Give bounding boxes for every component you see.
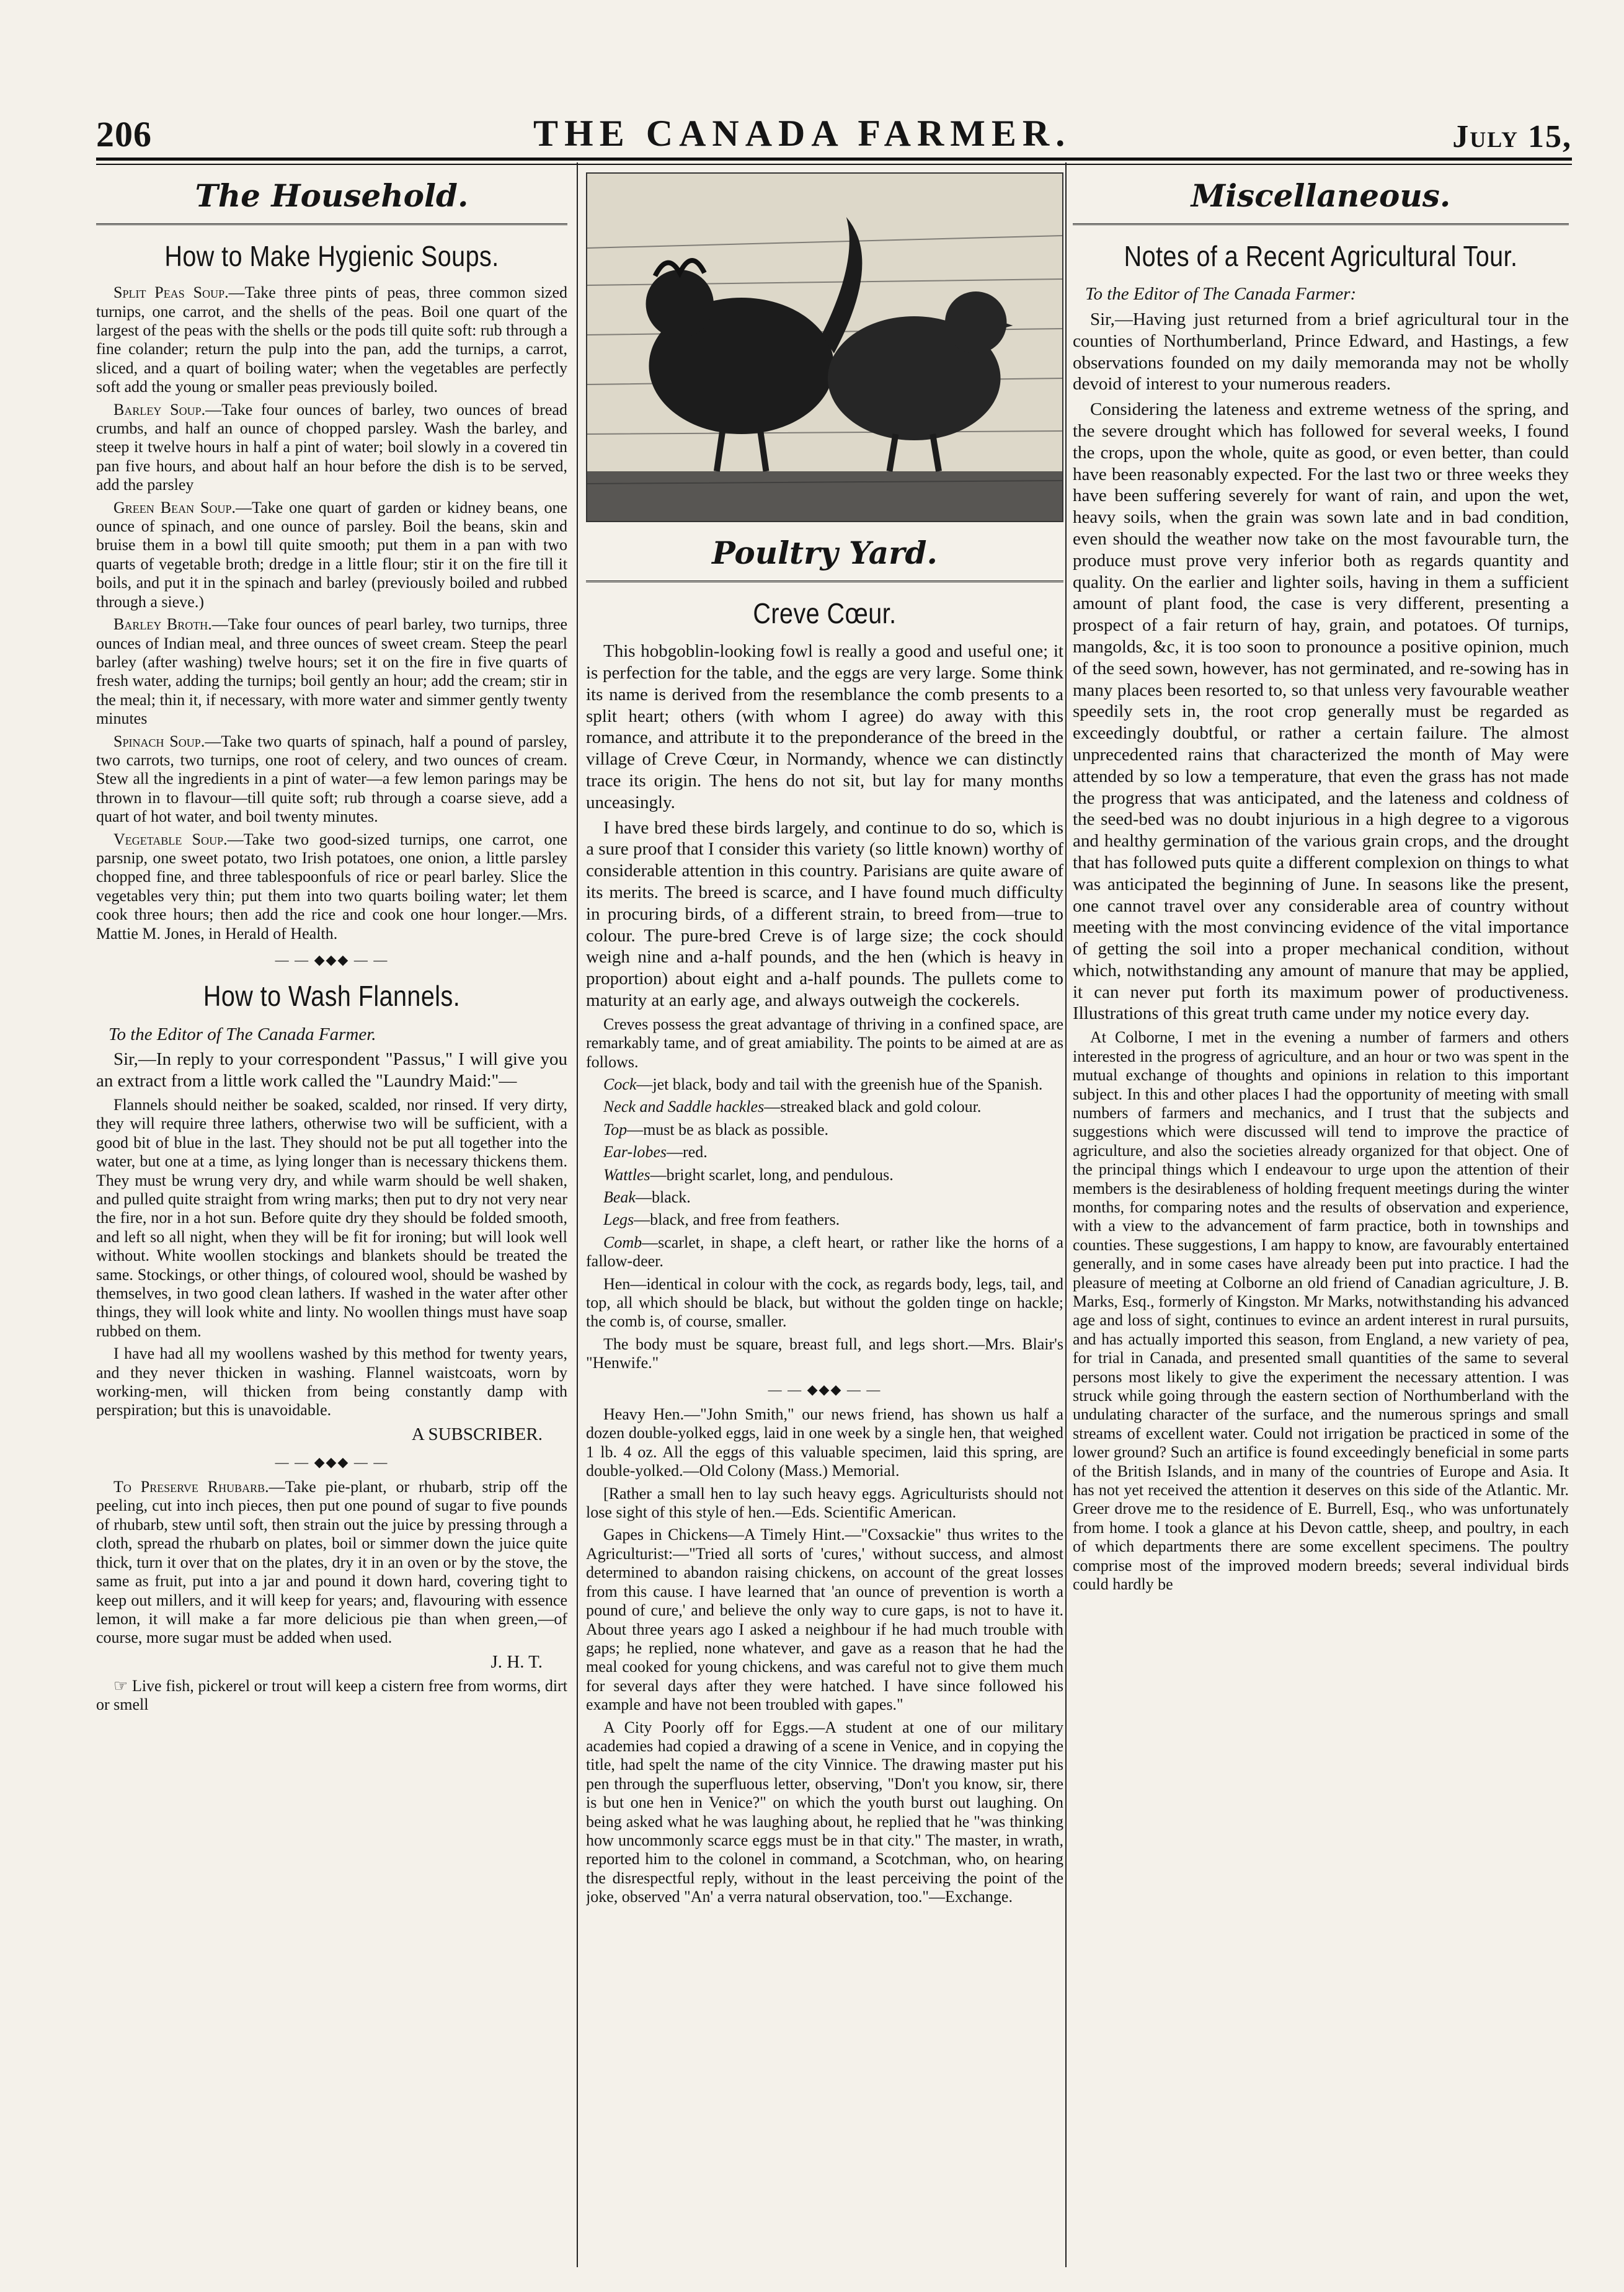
article-paragraph: Creves possess the great advantage of thriving in a confined space, are remarkably tame, and of great amiability. The points to be aimed at are as follows.	[586, 1015, 1063, 1071]
rhubarb-paragraph: To Preserve Rhubarb.—Take pie-plant, or rhubarb, strip off the peeling, cut into inch pieces, then put one pound of sugar to five pounds of rhubarb, stew until soft, then strain out the juice by pressing through a cloth, spread the rhubarb on plates, boil or simmer down the juice quite thick, turn it over that on the plates, dry it in an oven or by the stove, the same as fruit, put into a jar and pound it down hard, covering tight to keep out millers, and it will keep for years; and, flavouring with essence lemon, it will make a far more delicious pie than when green,—of course, more sugar must be added when used.	[96, 1478, 567, 1647]
letter-address: To the Editor of The Canada Farmer:	[1085, 284, 1357, 304]
breed-point: Beak—black.	[603, 1188, 691, 1206]
section-rule	[96, 223, 567, 228]
signature: A SUBSCRIBER.	[411, 1424, 543, 1444]
separator-ornament: — — ◆◆◆ — —	[275, 952, 389, 967]
fowl-engraving-image	[587, 174, 1062, 521]
section-heading-household: The Household.	[195, 177, 469, 214]
recipe-paragraph: Barley Soup.—Take four ounces of barley, two ounces of bread crumbs, and half an ounce of chopped parsley. Wash the barley, and steep it twelve hours in half a pint of water; boil slowly in a covered tin pan five hours, and about half an hour before the dish is to be served, add the parsley	[96, 400, 567, 494]
page-number: 206	[96, 114, 152, 154]
heavy-hen-note: [Rather a small hen to lay such heavy eggs. Agriculturists should not lose sight of this style of hen.—Eds. Scientific American.	[586, 1484, 1063, 1522]
article-paragraph: Considering the lateness and extreme wetness of the spring, and the severe drought which has followed for several weeks, I found the crops, upon the whole, quite as good, or even better, than could have been reasonably expected. For the last two or three weeks they have been suffering severely for want of rain, and upon the wet, heavy soils, when the grain was sown late and in bad condition, even should the weather now take on the most favourable turn, the produce must prove very inferior both as regards quantity and quality. On the earlier and lighter soils, having in them a sufficient amount of plant food, the case is very different, presenting a prospect of a fair return of hay, grain, and potatoes. Of turnips, mangolds, &c, it is too soon to pronounce a positive opinion, much of the seed sown, however, has not germinated, and re-sowing has in many places been resorted to, so that unless very favourable weather speedily sets in, the root crop generally must be regarded as exceedingly doubtful, or rather a certain failure. The almost unprecedented rains that characterized the month of May were attended by so low a temperature, that even the grass has not made the progress that was anticipated, and the lateness and coldness of the seed-bed was no doubt injurious in a high degree to a vigorous and healthy germination of the various grain crops, and the drought that has followed puts quite a different complexion on things to what was anticipated the beginning of June. In seasons like the present, one cannot travel over any considerable area of country without meeting with the most convincing evidence of the vital importance of getting the soil into a proper mechanical condition, without which, notwithstanding any amount of manure that may be applied, it can never put forth its maximum power of productiveness. Illustrations of this great truth came under my notice every day.	[1073, 399, 1569, 1024]
article-paragraph: I have bred these birds largely, and continue to do so, which is a sure proof that I consider this variety (so little known) worthy of considerable attention in this country. Parisians are quite aware of its merits. The breed is scarce, and I have found much difficulty in procuring birds, of a different strain, to breed from—true to colour. The pure-bred Creve is of large size; the cock should weigh nine and a-half pounds, and the hen (which is heavy in proportion) about eight and a-half pounds. The pullets come to maturity at an early age, and always outweigh the cockerels.	[586, 817, 1063, 1010]
masthead-rule-thin	[96, 164, 1572, 165]
column-miscellaneous	[1073, 172, 1569, 2249]
recipe-paragraph: Split Peas Soup.—Take three pints of peas, three common sized turnips, one carrot, and the shells of the peas. Boil one quart of the largest of the peas with the shells or the pods till quite soft: rub through a fine colander; return the pulp into the pan, add the turnips, a carrot, sliced, and a quart of boiling water; when the vegetables are perfectly soft add the young or smaller peas previously boiled.	[96, 283, 567, 396]
recipe-paragraph: Barley Broth.—Take four ounces of pearl barley, two turnips, three ounces of Indian meal, and three ounces of sweet cream. Steep the pearl barley (after washing) twelve hours; set it on the fire in five quarts of fresh water, adding the turnips; boil gently an hour; add the cream; stir in the meal; thin it, if necessary, with more water and simmer gently twenty minutes	[96, 615, 567, 728]
creve-coeur-illustration	[586, 172, 1063, 522]
article-title-creve-coeur: Creve Cœur.	[753, 597, 897, 629]
column-divider	[577, 162, 578, 2267]
city-eggs-paragraph: A City Poorly off for Eggs.—A student at one of our military academies had copied a drawing of a scene in Venice, and in copying the title, had spelt the name of the city Vinnice. The drawing master put his pen through the superfluous letter, observing, "Don't you know, sir, there is but one hen in Venice?" on which the youth burst out laughing. On being asked what he was laughing about, he replied that he "was thinking how uncommonly scarce eggs must be in that city." The master, in wrath, reported him to the colonel in command, a Scotchman, who, on hearing the disrespectful reply, without in the least perceiving the point of the joke, observed "An' a verra natural observation, too."—Exchange.	[586, 1718, 1063, 1906]
letter-address: To the Editor of The Canada Farmer.	[109, 1024, 376, 1044]
recipe-paragraph: Vegetable Soup.—Take two good-sized turnips, one carrot, one parsnip, one sweet potato, two Irish potatoes, one onion, a little parsley chopped fine, and three tablespoonfuls of rice or pearl barley. Slice the vegetables very thin; put them into two quarts boiling water; let them cook three hours; then add the rice and cook one hour longer.—Mrs. Mattie M. Jones, in Herald of Health.	[96, 830, 567, 943]
breed-point: Top—must be as black as possible.	[603, 1120, 829, 1139]
column-divider	[1065, 162, 1067, 2267]
article-title-flannels: How to Wash Flannels.	[203, 980, 461, 1013]
separator-ornament: — — ◆◆◆ — —	[768, 1381, 882, 1397]
article-paragraph: The body must be square, breast full, and legs short.—Mrs. Blair's "Henwife."	[586, 1335, 1063, 1372]
recipe-paragraph: Spinach Soup.—Take two quarts of spinach, half a pound of parsley, two carrots, two turnips, one root of celery, and two ounces of cream. Stew all the ingredients in a pint of water—a few lemon parings may be thrown in to flavour—till quite soft; rub through a coarse sieve, add a quart of hot water, and boil twenty minutes.	[96, 732, 567, 826]
article-paragraph: This hobgoblin-looking fowl is really a good and useful one; it is perfection for the table, and the eggs are very large. Some think its name is derived from the resemblance the comb presents to a split heart; others (with whom I agree) do away with this romance, and attribute it to the preponderance of the breed in the village of Creve Cœur, in Normandy, whence we can distinctly trace its origin. The hens do not sit, but lay for many months unceasingly.	[586, 641, 1063, 812]
column-household	[96, 172, 567, 2249]
article-paragraph: I have had all my woollens washed by this method for twenty years, and they never thicken in washing. Flannel waistcoats, worn by working-men, will thicken from being constantly damp with perspiration; but this is unavoidable.	[96, 1344, 567, 1419]
section-heading-poultry: Poultry Yard.	[712, 535, 938, 571]
article-paragraph: Sir,—Having just returned from a brief agricultural tour in the counties of Northumberland, Prince Edward, and Hastings, a few observations founded on my daily memoranda may not be wholly devoid of interest to your numerous readers.	[1073, 309, 1569, 394]
article-paragraph: Sir,—In reply to your correspondent "Passus," I will give you an extract from a little work called the "Laundry Maid:"—	[96, 1049, 567, 1091]
masthead-rule	[96, 158, 1572, 161]
breed-point: Cock—jet black, body and tail with the greenish hue of the Spanish.	[603, 1075, 1043, 1093]
breed-point: Ear-lobes—red.	[603, 1143, 708, 1162]
signature: J. H. T.	[490, 1651, 543, 1672]
article-title-tour: Notes of a Recent Agricultural Tour.	[1124, 240, 1518, 272]
issue-date: July 15,	[1452, 119, 1572, 154]
masthead	[96, 105, 1572, 155]
section-heading-miscellaneous: Miscellaneous.	[1191, 177, 1451, 214]
section-rule	[1073, 223, 1569, 228]
heavy-hen-paragraph: Heavy Hen.—"John Smith," our news friend, has shown us half a dozen double-yolked eggs, laid in one week by a single hen, that weighed 1 lb. 4 oz. All the eggs of this valuable specimen, laid this spring, are double-yolked.—Old Colony (Mass.) Memorial.	[586, 1405, 1063, 1480]
article-title-soups: How to Make Hygienic Soups.	[164, 240, 499, 272]
breed-point: Legs—black, and free from feathers.	[603, 1210, 840, 1229]
gapes-paragraph: Gapes in Chickens—A Timely Hint.—"Coxsackie" thus writes to the Agriculturist:—"Tried all sorts of 'cures,' without success, and almost determined to abandon raising chickens, on account of the great losses from this cause. I have learned that 'an ounce of prevention is worth a pound of cure,' and believe the only way to cure gaps, is not to have it. About three years ago I asked a neighbour if he had much trouble with gaps; he replied, none whatever, and gave as a reason that he had the meal cooked for young chickens, and was careful not to give them much for several days after they were hatched. I have since followed his example and have not been troubled with gapes."	[586, 1526, 1063, 1714]
column-poultry	[586, 172, 1063, 2249]
newspaper-title: THE CANADA FARMER.	[533, 113, 1072, 154]
breed-point: Comb—scarlet, in shape, a cleft heart, or rather like the horns of a fallow-deer.	[586, 1233, 1063, 1271]
article-paragraph: At Colborne, I met in the evening a number of farmers and others interested in the progress of agriculture, and an hour or two was spent in the mutual exchange of thoughts and opinions in relation to this important subject. In this and other places I had the opportunity of meeting with small numbers of farmers and mechanics, and I trust that the subjects and suggestions which were discussed will tend to improve the practice of agriculture, and also the societies already organized for that object. One of the principal things which I endeavour to urge upon the attention of their members is the desirableness of holding frequent meetings during the winter months, for comparing notes and the results of observation and experience, with a view to the advancement of farm practice, both in townships and counties. These suggestions, I am happy to know, are favourably entertained generally, and in some cases have already been put into practice. I had the pleasure of meeting at Colborne an old friend of Canadian agriculture, J. B. Marks, Esq., formerly of Kingston. Mr Marks, notwithstanding his advanced age and loss of sight, continues to evince an ardent interest in rural pursuits, and has actually imported this season, from England, a new variety of pea, for trial in Canada, and presented small quantities of the same to several persons most likely to give the experiment the necessary attention. I was struck while going through the eastern section of Northumberland with the undulating character of the surface, and the numerous springs and small streams of excellent water. Could not irrigation be practiced in some of the lower ground? Such an artifice is found exceedingly beneficial in some parts of the British Islands, and in many of the countries of Europe and Asia. It has not yet received the attention it deserves on this side of the Atlantic. Mr. Greer drove me to the residence of E. Burrell, Esq., who was unfortunately from home. I took a glance at his Devon cattle, sheep, and poultry, in each of which departments there are some excellent specimens. The poultry comprise most of the improved modern breeds; several individual birds could hardly be	[1073, 1028, 1569, 1594]
breed-point: Wattles—bright scarlet, long, and pendulous.	[603, 1165, 894, 1184]
article-paragraph: Flannels should neither be soaked, scalded, nor rinsed. If very dirty, they will require three lathers, otherwise two will be sufficient, with a good bit of blue in the last. They should not be put all together into the water, but one at a time, as lying longer than is necessary thickens them. They must be wrung very dry, and while warm should be well shaken, and pulled quite straight from wring marks; then put to dry not very near the fire, nor in a hot sun. Before quite dry they should be folded smooth, and left so all night, when they will be fit for ironing; but will look well without. White woollen stockings and blankets should be treated the same. Stockings, or other things, of coloured wool, should be washed by themselves, in two good clean lathers. If washed in the water after other things, they will look white and linty. No woollen things must have soap rubbed on them.	[96, 1095, 567, 1340]
recipe-paragraph: Green Bean Soup.—Take one quart of garden or kidney beans, one ounce of spinach, and one ounce of parsley. Boil the beans, skin and bruise them in a bowl till quite smooth; put them in a pan with two quarts of vegetable broth; dredge in a little flour; stir it on the fire till it boils, and put it in the spinach and barley (previously boiled and rubbed through a sieve.)	[96, 498, 567, 611]
section-rule	[586, 580, 1063, 585]
separator-ornament: — — ◆◆◆ — —	[275, 1454, 389, 1470]
article-paragraph: Hen—identical in colour with the cock, as regards body, legs, tail, and top, all which should be black, but without the golden tinge on hackle; the comb is, of course, smaller.	[586, 1274, 1063, 1331]
cistern-note: ☞ Live fish, pickerel or trout will keep a cistern free from worms, dirt or smell	[96, 1676, 567, 1713]
breed-point: Neck and Saddle hackles—streaked black and gold colour.	[603, 1098, 982, 1116]
